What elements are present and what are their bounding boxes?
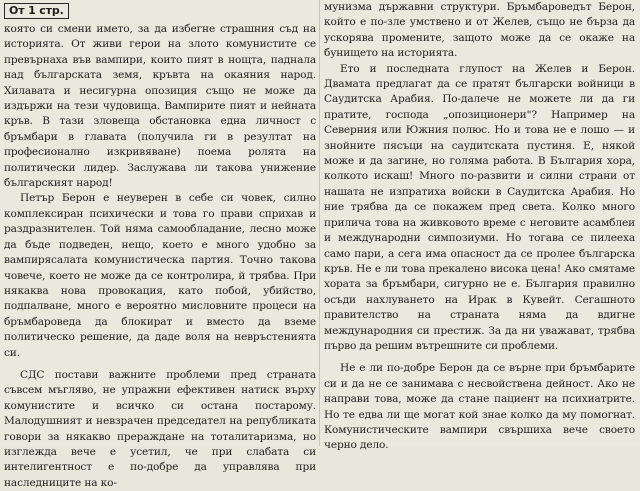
article-paragraph: Ето и последната глупост на Желев и Берон. Двамата предлагат да се пратят български войници в Саудитска Арабия. По-далече не можете ли да ги пратите, господа „опозиционери"? Например на Северния или Южния полюс. Но и това не е лошо — и знойните пясъци на саудитската пустиня. Е, някой може и да загине, но голяма работа. В България хора, колкото искаш! Много по-развити и силни страни от нашата не изпратиха войски в Саудитска Арабия. Но ние трябва да се покажем пред света. Колко много прилича това на живковото време с неговите асамблеи и международни симпозиуми. Но тогава се пилееха само пари, а сега има опасност да се пролее българска кръв. Не е ли това прекалено висока цена! Ако смятаме хората за бръмбари, сигурно не е. България правилно осъди нахлуването на Ирак в Кувейт. Сегашното правителство на страната няма да вдигне международния си престиж. За да ни уважават, трябва първо да решим вътрешните си проблеми. [324, 62, 635, 352]
article-paragraph: Не е ли по-добре Берон да се върне при бръмбарите си и да не се занимава с несвойствена дейност. Ако не направи това, може да стане пациент на психиатрите. Но те едва ли ще могат кой знае колко да му помогнат. Комунистическите вампири свършиха вече своето черно дело. [324, 362, 635, 452]
article-paragraph: мунизма държавни структури. Бръмбароведът Берон, който е по-зле умствено и от Желев, също не бърза да ускорява промените, защото може да се окаже на бунището на историята. [324, 1, 635, 60]
continuation-label: От 1 стр. [4, 3, 69, 19]
right-column [324, 0, 635, 452]
article-paragraph: СДС постави важните проблеми пред страната съвсем мъгляво, не упражни ефективен натиск върху комунистите и всичко си остана постарому. Малодушният и невзрачен председател на републиката говори за някакво прераждане на тоталитаризма, но изглежда вече е усетил, че при слабата си интелигентност е по-добре да управлява при наследниците на ко- [4, 368, 316, 489]
article-paragraph: Петър Берон е неуверен в себе си човек, силно комплексиран психически и това го прави сприхав и раздразнителен. Той няма самообладание, лесно може да бъде подведен, нещо, което е много удобно за вампирясалата комунистическа партия. Точно такова човече, което не може да се контролира, й трябва. При някаква нова провокация, като побой, убийство, подпалване, много е вероятно мисловните процеси на бръмбароведа да блокират и вместо да вземе политическо решение, да даде воля на невръстенията си. [4, 192, 316, 359]
article-paragraph: която си смени името, за да избегне страшния съд на историята. От живи герои на злото комунистите се превърнаха във вампири, които пият в нощта, паднала над българската земя, кръвта на окаяния народ. Хилавата и несигурна опозиция също не може да издържи на тези чудовища. Вампирите пият и нейната кръв. В тази зловеща обстановка една личност с бръмбари в главата (получила ги в резултат на професионално изкривяване) поема ролята на политически лидер. Заслужава ли такова унижение българският народ! [4, 23, 316, 190]
column-divider [319, 0, 320, 446]
left-column [4, 0, 316, 489]
